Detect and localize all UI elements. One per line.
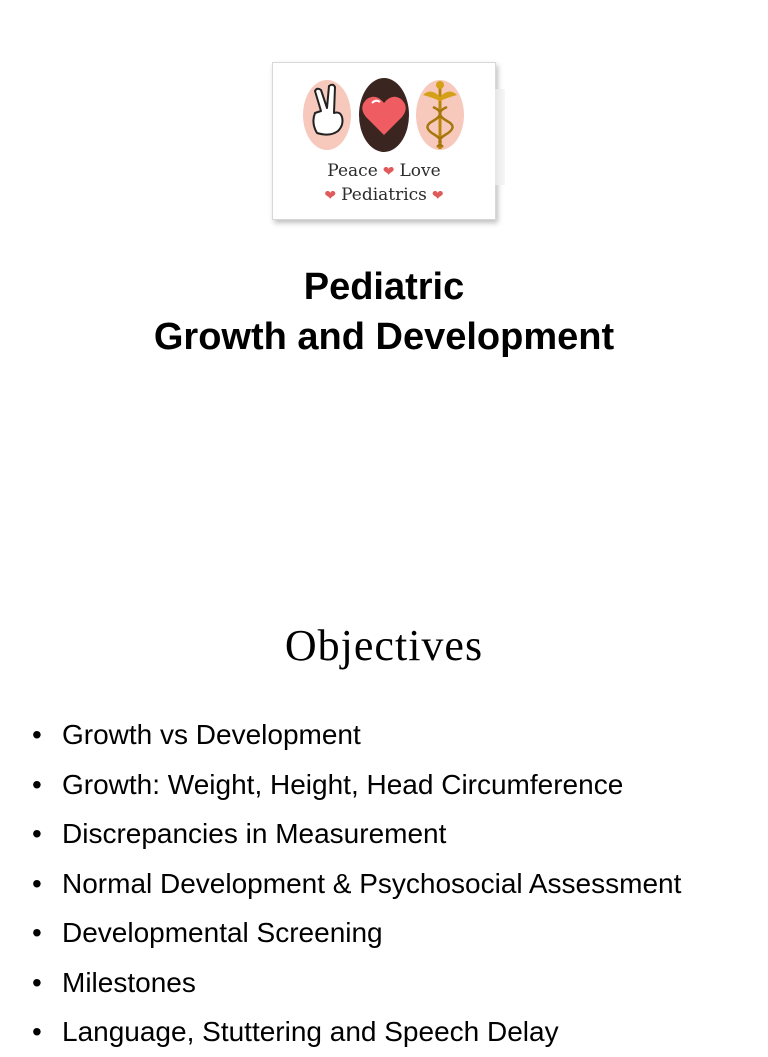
bullet-icon: • [32,768,42,800]
bullet-icon: • [32,867,42,899]
heart-glyph-icon: ❤ [431,188,444,204]
list-item-text: Language, Stuttering and Speech Delay [62,1016,559,1047]
heart-glyph-icon: ❤ [324,188,337,204]
logo-word-peace: Peace [327,161,378,181]
heart-glyph-icon: ❤ [382,164,395,180]
list-item-text: Normal Development & Psychosocial Assessment [62,867,682,899]
list-item-text: Growth: Weight, Height, Head Circumference [62,768,624,800]
logo-text-line-2 [273,185,495,205]
logo-text-line-1 [273,161,495,181]
peace-hand-icon [303,80,351,150]
list-item-text: Developmental Screening [62,917,383,948]
list-item [32,958,681,1008]
bullet-icon: • [32,966,42,998]
list-item-text: Growth vs Development [62,719,361,750]
slide-title-line-2: Growth and Development [153,316,615,358]
list-item [32,1007,681,1057]
objectives-slide [0,580,768,1047]
list-item [32,809,681,859]
list-item-text: Discrepancies in Measurement [62,818,447,849]
objectives-list [32,710,681,1057]
peace-love-pediatrics-logo [272,62,496,220]
list-item [32,760,681,810]
list-item [32,908,681,958]
logo-word-pediatrics: Pediatrics [341,185,427,205]
card-fold [495,89,505,185]
slide-title-line-1: Pediatric [303,266,465,308]
logo-art [273,63,495,163]
logo-word-love: Love [399,161,441,181]
bullet-icon: • [32,818,42,849]
objectives-heading: Objectives [284,621,484,670]
bullet-icon: • [32,1016,42,1047]
bullet-icon: • [32,917,42,948]
list-item [32,859,681,909]
caduceus-icon [416,80,464,150]
bullet-icon: • [32,719,42,750]
heart-icon [359,78,409,152]
list-item-text: Milestones [62,966,196,998]
list-item [32,710,681,760]
